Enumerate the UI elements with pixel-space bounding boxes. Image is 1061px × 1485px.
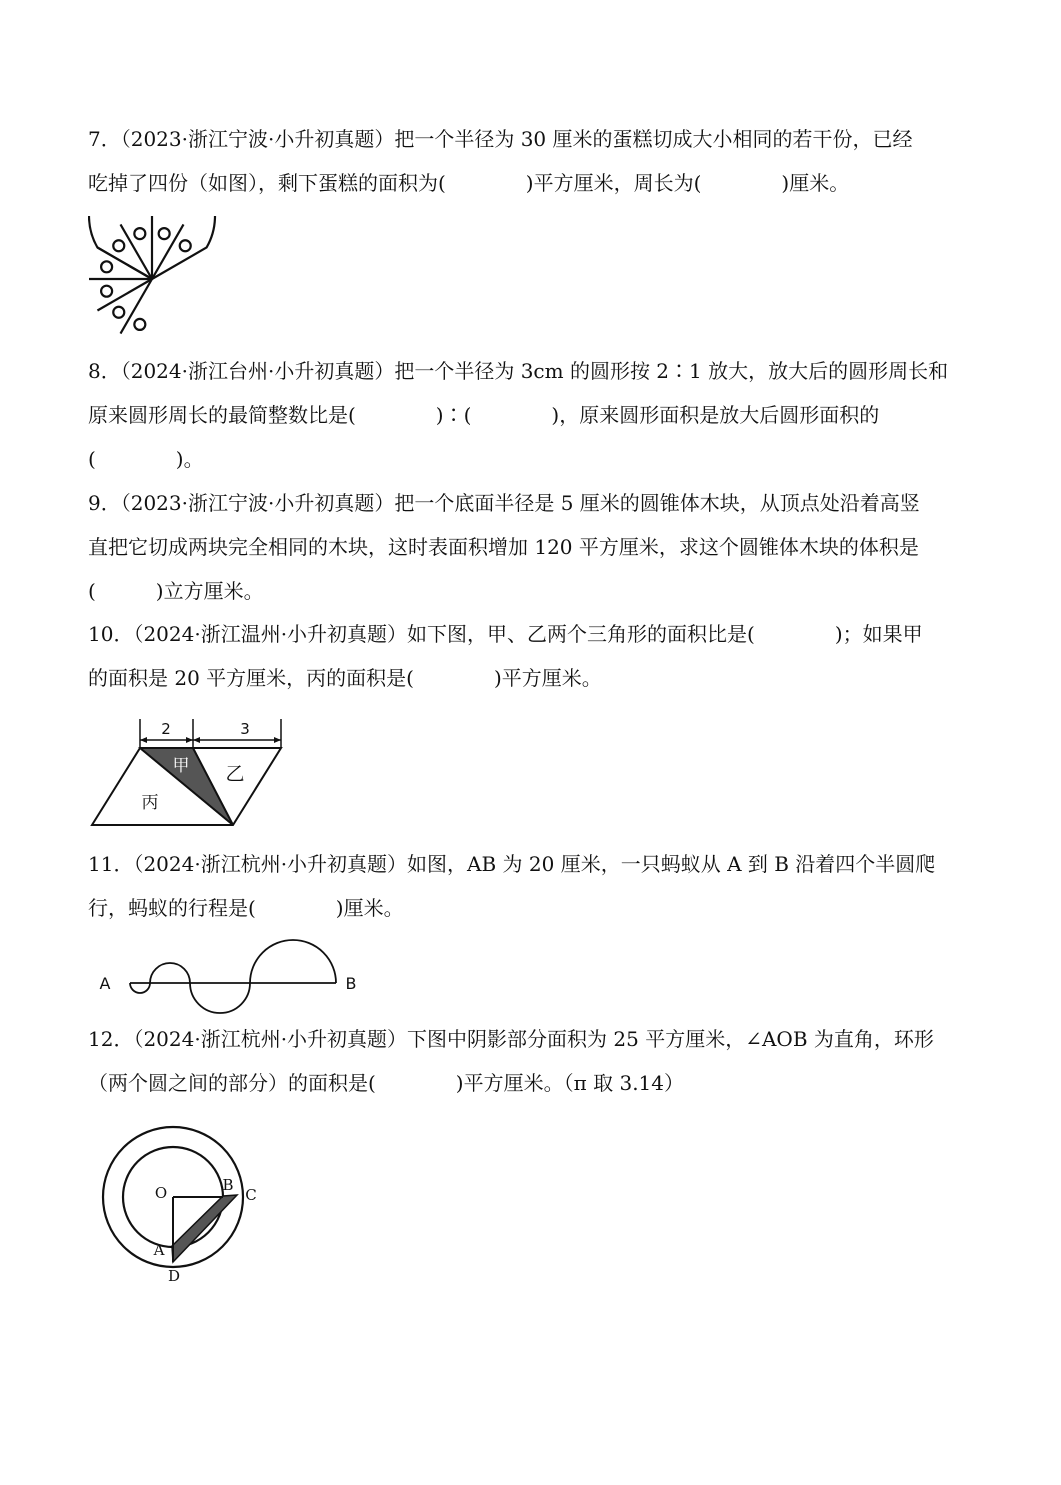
q9-line-3: ( )立方厘米。 — [88, 579, 264, 603]
cake-decoration — [134, 228, 145, 239]
q8-line-2: 原来圆形周长的最简整数比是( )∶( )，原来圆形面积是放大后圆形面积的 — [88, 403, 880, 427]
question-7 — [88, 117, 968, 205]
q8-line-1: 8．（2024·浙江台州·小升初真题）把一个半径为 3cm 的圆形按 2∶1 放大，放大后的圆形周长和 — [88, 359, 949, 383]
cake-decoration — [101, 286, 112, 297]
point-b-label: B — [345, 974, 357, 993]
label-yi: 乙 — [225, 763, 245, 785]
label-jia: 甲 — [172, 756, 190, 776]
cake-decoration — [101, 261, 112, 272]
question-12 — [88, 1017, 968, 1105]
q8-line-3: ( )。 — [88, 447, 204, 471]
q11-line-1: 11．（2024·浙江杭州·小升初真题）如图，AB 为 20 厘米，一只蚂蚁从 A 到 B 沿着四个半圆爬 — [88, 852, 936, 876]
q7-line-1: 7．（2023·浙江宁波·小升初真题）把一个半径为 30 厘米的蛋糕切成大小相同的若干份，已经 — [88, 127, 913, 151]
concentric-circles-figure — [100, 1122, 270, 1288]
label-bing: 丙 — [141, 793, 159, 813]
label-c: C — [245, 1186, 257, 1204]
q12-line-1: 12．（2024·浙江杭州·小升初真题）下图中阴影部分面积为 25 平方厘米，∠AOB 为直角，环形 — [88, 1027, 934, 1051]
parallelogram-figure — [88, 714, 288, 832]
q9-line-1: 9．（2023·浙江宁波·小升初真题）把一个底面半径是 5 厘米的圆锥体木块，从顶点处沿着高竖 — [88, 491, 920, 515]
cake-decoration — [113, 240, 124, 251]
dim-label-3: 3 — [240, 720, 250, 738]
dim-label-2: 2 — [161, 720, 171, 738]
cake-figure — [88, 216, 228, 341]
q7-line-2: 吃掉了四份（如图），剩下蛋糕的面积为( )平方厘米，周长为( )厘米。 — [88, 171, 850, 195]
label-d: D — [167, 1267, 181, 1285]
q12-line-2: （两个圆之间的部分）的面积是( )平方厘米。（π 取 3.14） — [88, 1071, 684, 1095]
cake-decoration — [180, 240, 191, 251]
semicircle-path-figure — [88, 936, 378, 1018]
q9-line-2: 直把它切成两块完全相同的木块，这时表面积增加 120 平方厘米，求这个圆锥体木块的体积是 — [88, 535, 919, 559]
label-b: B — [222, 1176, 234, 1194]
q10-line-2: 的面积是 20 平方厘米，丙的面积是( )平方厘米。 — [88, 666, 602, 690]
question-8 — [88, 349, 968, 481]
question-10 — [88, 612, 968, 700]
question-11 — [88, 842, 968, 930]
label-o: O — [154, 1184, 168, 1202]
cake-decoration — [134, 319, 145, 330]
question-9 — [88, 481, 968, 613]
label-a: A — [153, 1241, 165, 1259]
q10-line-1: 10．（2024·浙江温州·小升初真题）如下图，甲、乙两个三角形的面积比是( )；如果甲 — [88, 622, 923, 646]
point-a-label: A — [99, 974, 111, 993]
shaded-region — [172, 1195, 237, 1262]
q11-line-2: 行，蚂蚁的行程是( )厘米。 — [88, 896, 404, 920]
cake-decoration — [159, 228, 170, 239]
cake-decoration — [113, 307, 124, 318]
